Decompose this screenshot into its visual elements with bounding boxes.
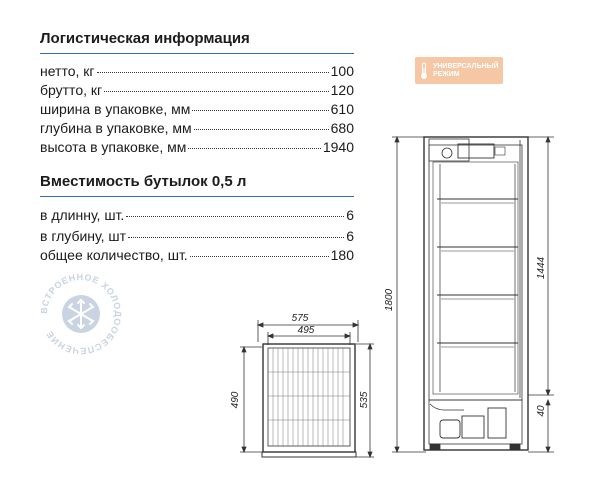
spec-label: брутто, кг — [40, 82, 103, 98]
spec-value: 180 — [330, 247, 354, 263]
dim-1444: 1444 — [536, 256, 547, 280]
badge-line-2: РЕЖИМ — [433, 70, 460, 78]
dim-575: 575 — [291, 313, 309, 324]
top-view — [240, 320, 374, 457]
dim-40: 40 — [536, 405, 547, 417]
spec-label: нетто, кг — [40, 63, 95, 79]
spec-label: высота в упаковке, мм — [40, 139, 187, 155]
dim-535: 535 — [359, 391, 370, 409]
spec-value: 6 — [346, 207, 354, 223]
badge-line-1: УНИВЕРСАЛЬНЫЙ — [433, 62, 499, 70]
spec-value: 1940 — [322, 139, 354, 155]
capacity-title: Вместимость бутылок 0,5 л — [40, 173, 247, 190]
dim-1800: 1800 — [384, 288, 395, 312]
spec-value: 120 — [330, 82, 354, 98]
spec-label: в глубину, шт — [40, 228, 127, 244]
spec-label: в длинну, шт. — [40, 207, 125, 223]
spec-label: ширина в упаковке, мм — [40, 101, 191, 117]
side-view — [392, 137, 554, 452]
spec-value: 100 — [330, 63, 354, 79]
spec-value: 680 — [330, 120, 354, 136]
logistics-title: Логистическая информация — [40, 30, 250, 47]
dim-495: 495 — [297, 325, 315, 336]
spec-label: глубина в упаковке, мм — [40, 120, 192, 136]
spec-value: 6 — [346, 228, 354, 244]
spec-value: 610 — [330, 101, 354, 117]
seal-text: ВСТРОЕННОЕ ХОЛОДООБЕСПЕЧЕНИЕ — [38, 271, 124, 357]
spec-label: общее количество, шт. — [40, 247, 188, 263]
dim-490: 490 — [230, 391, 241, 409]
